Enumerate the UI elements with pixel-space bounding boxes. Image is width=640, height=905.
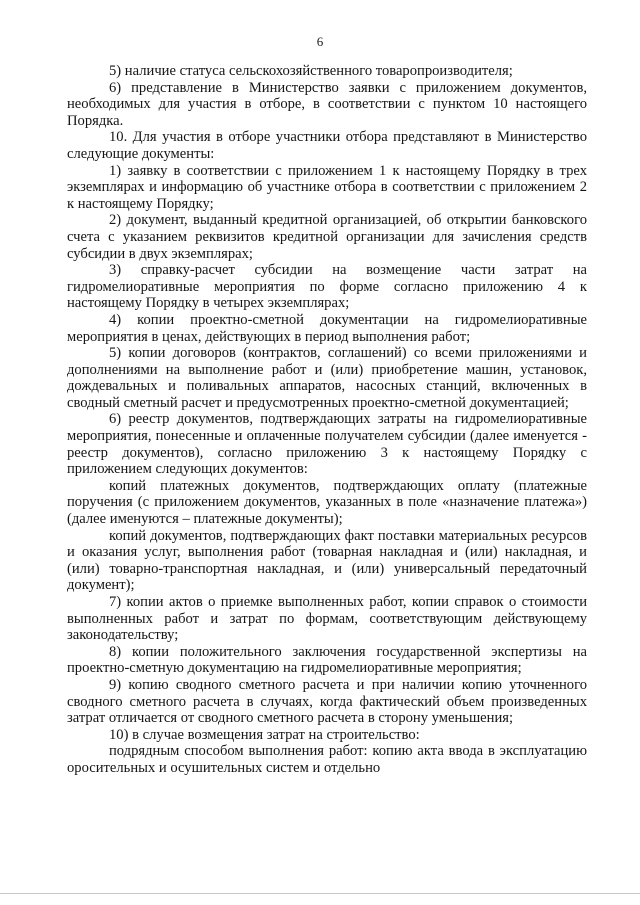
paragraph-item-document-register: 6) реестр документов, подтверждающих затраты на гидромелиоративные мероприятия, понесенные и оплаченные получателем субсидии (далее именуется - реестр документов), согласно приложению 3 к настоящему Порядку с приложением следующих документов: xyxy=(67,411,587,478)
paragraph-item-subsidy-calculation: 3) справку-расчет субсидии на возмещение части затрат на гидромелиоративные мероприятия по форме согласно приложению 4 к настоящему Порядку в четырех экземплярах; xyxy=(67,262,587,312)
paragraph-payment-documents: копий платежных документов, подтверждающих оплату (платежные поручения (с приложением документов, указанных в поле «назначение платежа») (далее именуются – платежные документы); xyxy=(67,477,587,528)
document-body xyxy=(67,63,587,777)
paragraph-contract-method: подрядным способом выполнения работ: копию акта ввода в эксплуатацию оросительных и осушительных систем и отдельно xyxy=(67,743,587,776)
paragraph-delivery-documents: копий документов, подтверждающих факт поставки материальных ресурсов и оказания услуг, выполнения работ (товарная накладная и (или) накладная, и (или) товарно-транспортная накладная, и (или) универсальный передаточный документ); xyxy=(67,527,587,594)
paragraph-item-construction-costs: 10) в случае возмещения затрат на строительство: xyxy=(109,726,420,743)
paragraph-item-bank-document: 2) документ, выданный кредитной организацией, об открытии банковского счета с указанием реквизитов кредитной организации для зачисления средств субсидии в двух экземплярах; xyxy=(67,212,587,262)
paragraph-item-acceptance-acts: 7) копии актов о приемке выполненных работ, копии справок о стоимости выполненных работ и затрат по формам, соответствующим действующему законодательству; xyxy=(67,594,587,644)
paragraph-application-submission: 6) представление в Министерство заявки с приложением документов, необходимых для участия в отборе, в соответствии с пунктом 10 настоящего Порядка. xyxy=(67,79,587,129)
page-bottom-edge xyxy=(0,893,640,894)
paragraph-status-producer: 5) наличие статуса сельскохозяйственного товаропроизводителя; xyxy=(109,63,513,79)
paragraph-item-design-estimate: 4) копии проектно-сметной документации на гидромелиоративные мероприятия в ценах, действующих в период выполнения работ; xyxy=(67,311,587,345)
paragraph-item-contracts: 5) копии договоров (контрактов, соглашений) со всеми приложениями и дополнениями на выполнение работ и (или) приобретение машин, установок, дождевальных и поливальных аппаратов, насосных станций, включенных в сводный сметный расчет и предусмотренных проектно-сметной документацией; xyxy=(67,345,587,411)
paragraph-required-documents-intro: 10. Для участия в отборе участники отбора представляют в Министерство следующие документы: xyxy=(67,129,587,162)
paragraph-item-application: 1) заявку в соответствии с приложением 1 к настоящему Порядку в трех экземплярах и информацию об участнике отбора в соответствии с приложением 2 к настоящему Порядку; xyxy=(67,162,587,212)
paragraph-item-state-expertise: 8) копии положительного заключения государственной экспертизы на проектно-сметную документацию на гидромелиоративные мероприятия; xyxy=(67,643,587,677)
page-number: 6 xyxy=(316,34,324,49)
paragraph-item-summary-estimate: 9) копию сводного сметного расчета и при наличии копию уточненного сводного сметного расчета в случаях, когда фактический объем произведенных затрат отличается от сводного сметного расчета в сторону уменьшения; xyxy=(67,676,587,727)
